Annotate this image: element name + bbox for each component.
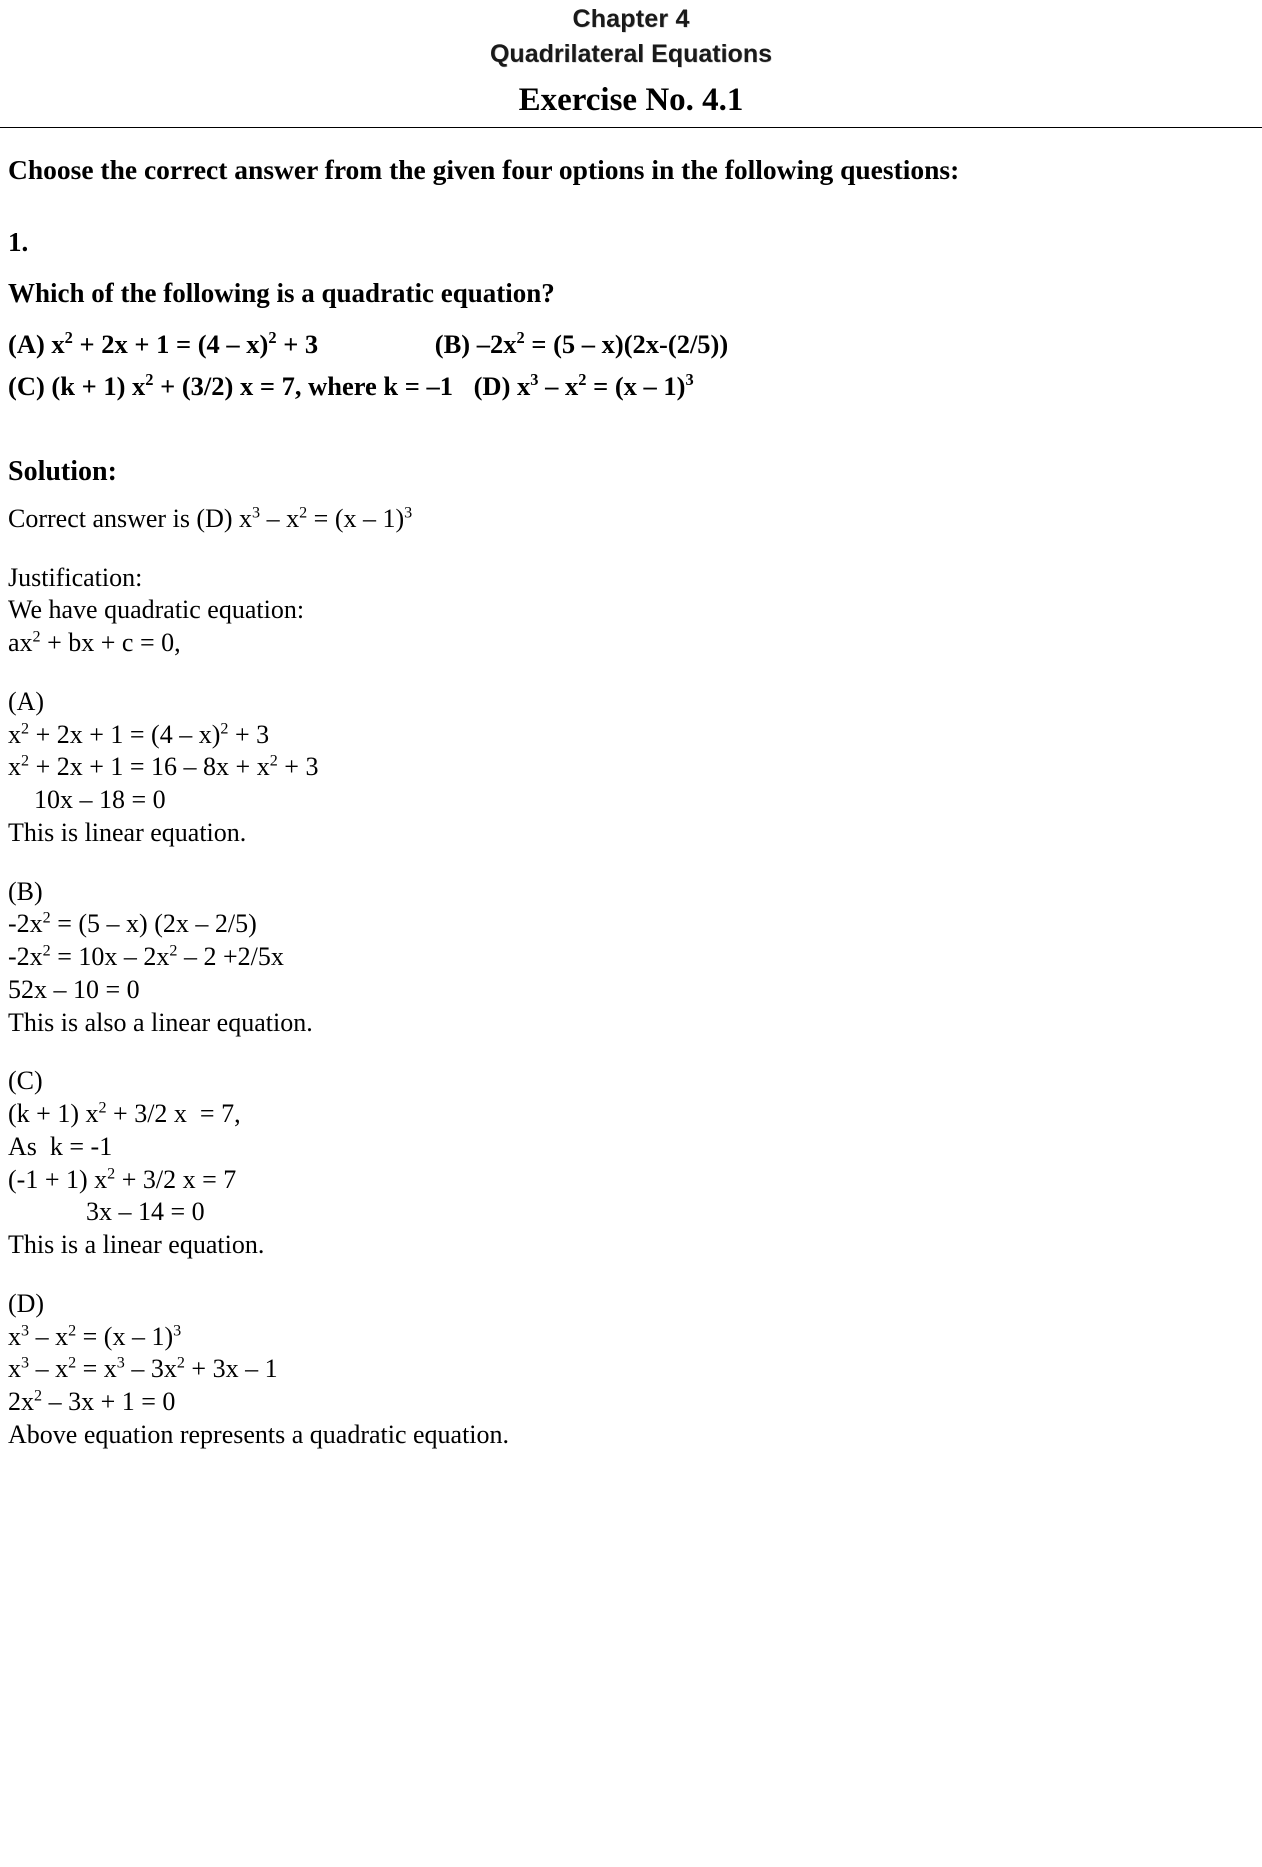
correct-answer-line: Correct answer is (D) $x^3 - x^2 = (x - 1)^3$	[8, 504, 413, 534]
general-form-line-1: We have quadratic equation:	[8, 595, 305, 625]
general-form-line-2: $ax^2$ + bx + c = 0,	[8, 628, 181, 658]
options-row-1	[8, 323, 1248, 366]
question-text: Which of the following is a quadratic equation?	[8, 277, 555, 308]
justification-label: Justification:	[8, 562, 143, 592]
chapter-title: Quadrilateral Equations	[489, 40, 772, 69]
solution-heading: Solution:	[8, 456, 117, 488]
question-number: 1.	[8, 226, 29, 257]
chapter-number: Chapter 4	[572, 5, 690, 33]
block-line: $x^2 + 2x + 1 = (4 - x)^2 + 3$	[8, 719, 270, 749]
block-line: $2x^2 - 3x + 1 = 0$	[8, 1387, 176, 1417]
block-line: 52x – 10 = 0	[8, 974, 140, 1004]
block-line: This is linear equation.	[8, 817, 247, 847]
header-divider	[0, 127, 1262, 128]
block-line: (-1 + 1) $x^2 + 3/2$ x = 7	[8, 1164, 237, 1194]
block-label: (B)	[8, 876, 43, 906]
document-body	[0, 152, 1262, 1452]
options-row-2	[8, 365, 1248, 408]
block-line: 3x – 14 = 0	[8, 1197, 205, 1227]
option-a: (A) $x^2 + 2x + 1 = (4 - x)^2 + 3$	[8, 327, 319, 359]
block-line: $-2x^2 = 10x - 2x^2 - 2 +2/5x$	[8, 942, 284, 972]
justification-section	[8, 562, 1248, 660]
block-label: (C)	[8, 1066, 43, 1096]
option-d: (D) $x^3 - x^2 = (x - 1)^3$	[473, 370, 694, 402]
solution-block-a	[8, 686, 1248, 850]
exercise-title: Exercise No. 4.1	[518, 82, 744, 118]
block-line: As k = -1	[8, 1131, 113, 1161]
block-label: (D)	[8, 1288, 45, 1318]
page-header	[0, 0, 1262, 119]
block-line: $x^3 - x^2 = (x - 1)^3$	[8, 1321, 182, 1351]
block-label: (A)	[8, 686, 45, 716]
block-line: (k + 1) $x^2 + 3/2$ x = 7,	[8, 1099, 241, 1129]
option-c: (C) (k + 1) $x^2 + (3/2) x = 7$, where k = –1	[8, 370, 453, 402]
block-line: This is also a linear equation.	[8, 1007, 313, 1037]
instruction-text: Choose the correct answer from the given four options in the following questions:	[8, 154, 960, 185]
block-line: 10x – 18 = 0	[8, 785, 166, 815]
option-b: (B) $-2x^2 = (5 - x)(2x-(2/5))$	[434, 327, 729, 359]
block-line: $x^2 + 2x + 1 = 16 - 8x + x^2 + 3$	[8, 752, 319, 782]
block-line: This is a linear equation.	[8, 1230, 265, 1260]
block-line: Above equation represents a quadratic equation.	[8, 1419, 510, 1449]
solution-block-c	[8, 1065, 1248, 1262]
solution-block-b	[8, 876, 1248, 1040]
options-list	[8, 323, 1248, 409]
block-line: $-2x^2 = (5 - x)$ (2x – 2/5)	[8, 909, 257, 939]
solution-block-d	[8, 1288, 1248, 1452]
block-line: $x^3 - x^2 = x^3 - 3x^2 + 3x - 1$	[8, 1354, 278, 1384]
